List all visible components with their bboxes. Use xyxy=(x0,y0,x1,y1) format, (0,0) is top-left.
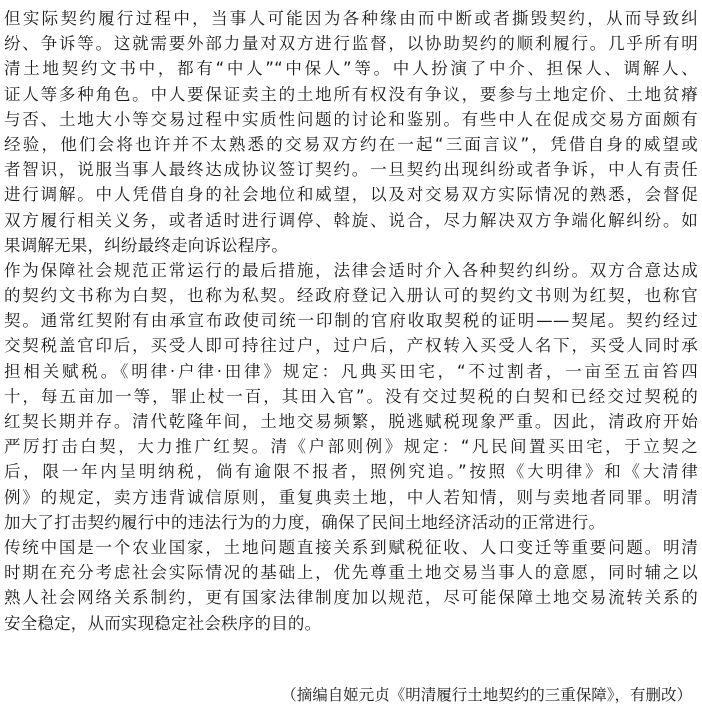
text-line: 严厉打击白契，大力推广红契。清《户部则例》规定：“凡民间置买田宅，于立契之 xyxy=(4,437,698,457)
text-line: 清土地契约文书中，都有“中人”“中保人”等。中人扮演了中介、担保人、调解人、 xyxy=(4,59,698,79)
document-body xyxy=(4,6,698,636)
text-line: 进行调解。中人凭借自身的社会地位和威望，以及对交易双方实际情况的熟悉，会督促 xyxy=(4,185,698,205)
paragraph-2 xyxy=(4,258,698,535)
text-line: 的契约文书称为白契，也称为私契。经政府登记入册认可的契约文书则为红契，也称官 xyxy=(4,286,698,306)
paragraph-3 xyxy=(4,535,698,636)
text-line: 例》的规定，卖方违背诚信原则，重复典卖土地，中人若知情，则与卖地者同罪。明清 xyxy=(4,487,698,507)
text-line: 契。通常红契附有由承宣布政使司统一印制的官府收取契税的证明——契尾。契约经过 xyxy=(4,311,698,331)
text-line: 传统中国是一个农业国家，土地问题直接关系到赋税征收、人口变迁等重要问题。明清 xyxy=(4,537,698,557)
text-line: 证人等多种角色。中人要保证卖主的土地所有权没有争议，要参与土地定价、土地贫瘠 xyxy=(4,84,698,104)
text-line: 熟人社会网络关系制约，更有国家法律制度加以规范，尽可能保障土地交易流转关系的 xyxy=(4,588,698,608)
text-line: 者智识，说服当事人最终达成协议签订契约。一旦契约出现纠纷或者争诉，中人有责任 xyxy=(4,160,698,180)
text-line: 担相关赋税。《明律·户律·田律》规定：凡典买田宅，“不过割者，一亩至五亩笞四 xyxy=(4,361,698,381)
text-line: 红契长期并存。清代乾隆年间，土地交易频繁，脱逃赋税现象严重。因此，清政府开始 xyxy=(4,412,698,431)
text-line: 加大了打击契约履行中的违法行为的力度，确保了民间土地经济活动的正常进行。 xyxy=(4,512,606,532)
text-line: 但实际契约履行过程中，当事人可能因为各种缘由而中断或者撕毁契约，从而导致纠 xyxy=(4,9,698,28)
source-citation: （摘编自姬元贞《明清履行土地契约的三重保障》，有删改） xyxy=(281,686,692,704)
text-line: 纷、争诉等。这就需要外部力量对双方进行监督，以协助契约的顺利履行。几乎所有明 xyxy=(4,34,698,54)
text-line: 双方履行相关义务，或者适时进行调停、斡旋、说合，尽力解决双方争端化解纠纷。如 xyxy=(4,210,698,230)
text-line: 经验，他们会将也许并不太熟悉的交易双方约在一起“三面言议”，凭借自身的威望或 xyxy=(4,134,698,154)
text-line: 十，每五亩加一等，罪止杖一百，其田入官”。没有交过契税的白契和已经交过契税的 xyxy=(4,386,698,406)
paragraph-1 xyxy=(4,6,698,258)
text-line: 交契税盖官印后，买受人即可持往过户，过户后，产权转入买受人名下，买受人同时承 xyxy=(4,336,698,356)
text-line: 后，限一年内呈明纳税，倘有逾限不报者，照例究追。”按照《大明律》和《大清律 xyxy=(4,462,698,482)
text-line: 与否、土地大小等交易过程中实质性问题的讨论和鉴别。有些中人在促成交易方面颇有 xyxy=(4,109,698,129)
text-line: 作为保障社会规范正常运行的最后措施，法律会适时介入各种契约纠纷。双方合意达成 xyxy=(4,260,698,280)
text-line: 果调解无果，纠纷最终走向诉讼程序。 xyxy=(4,235,288,255)
text-line: 时期在充分考虑社会实际情况的基础上，优先尊重土地交易当事人的意愿，同时辅之以 xyxy=(4,563,698,583)
text-line: 安全稳定，从而实现稳定社会秩序的目的。 xyxy=(4,613,322,633)
